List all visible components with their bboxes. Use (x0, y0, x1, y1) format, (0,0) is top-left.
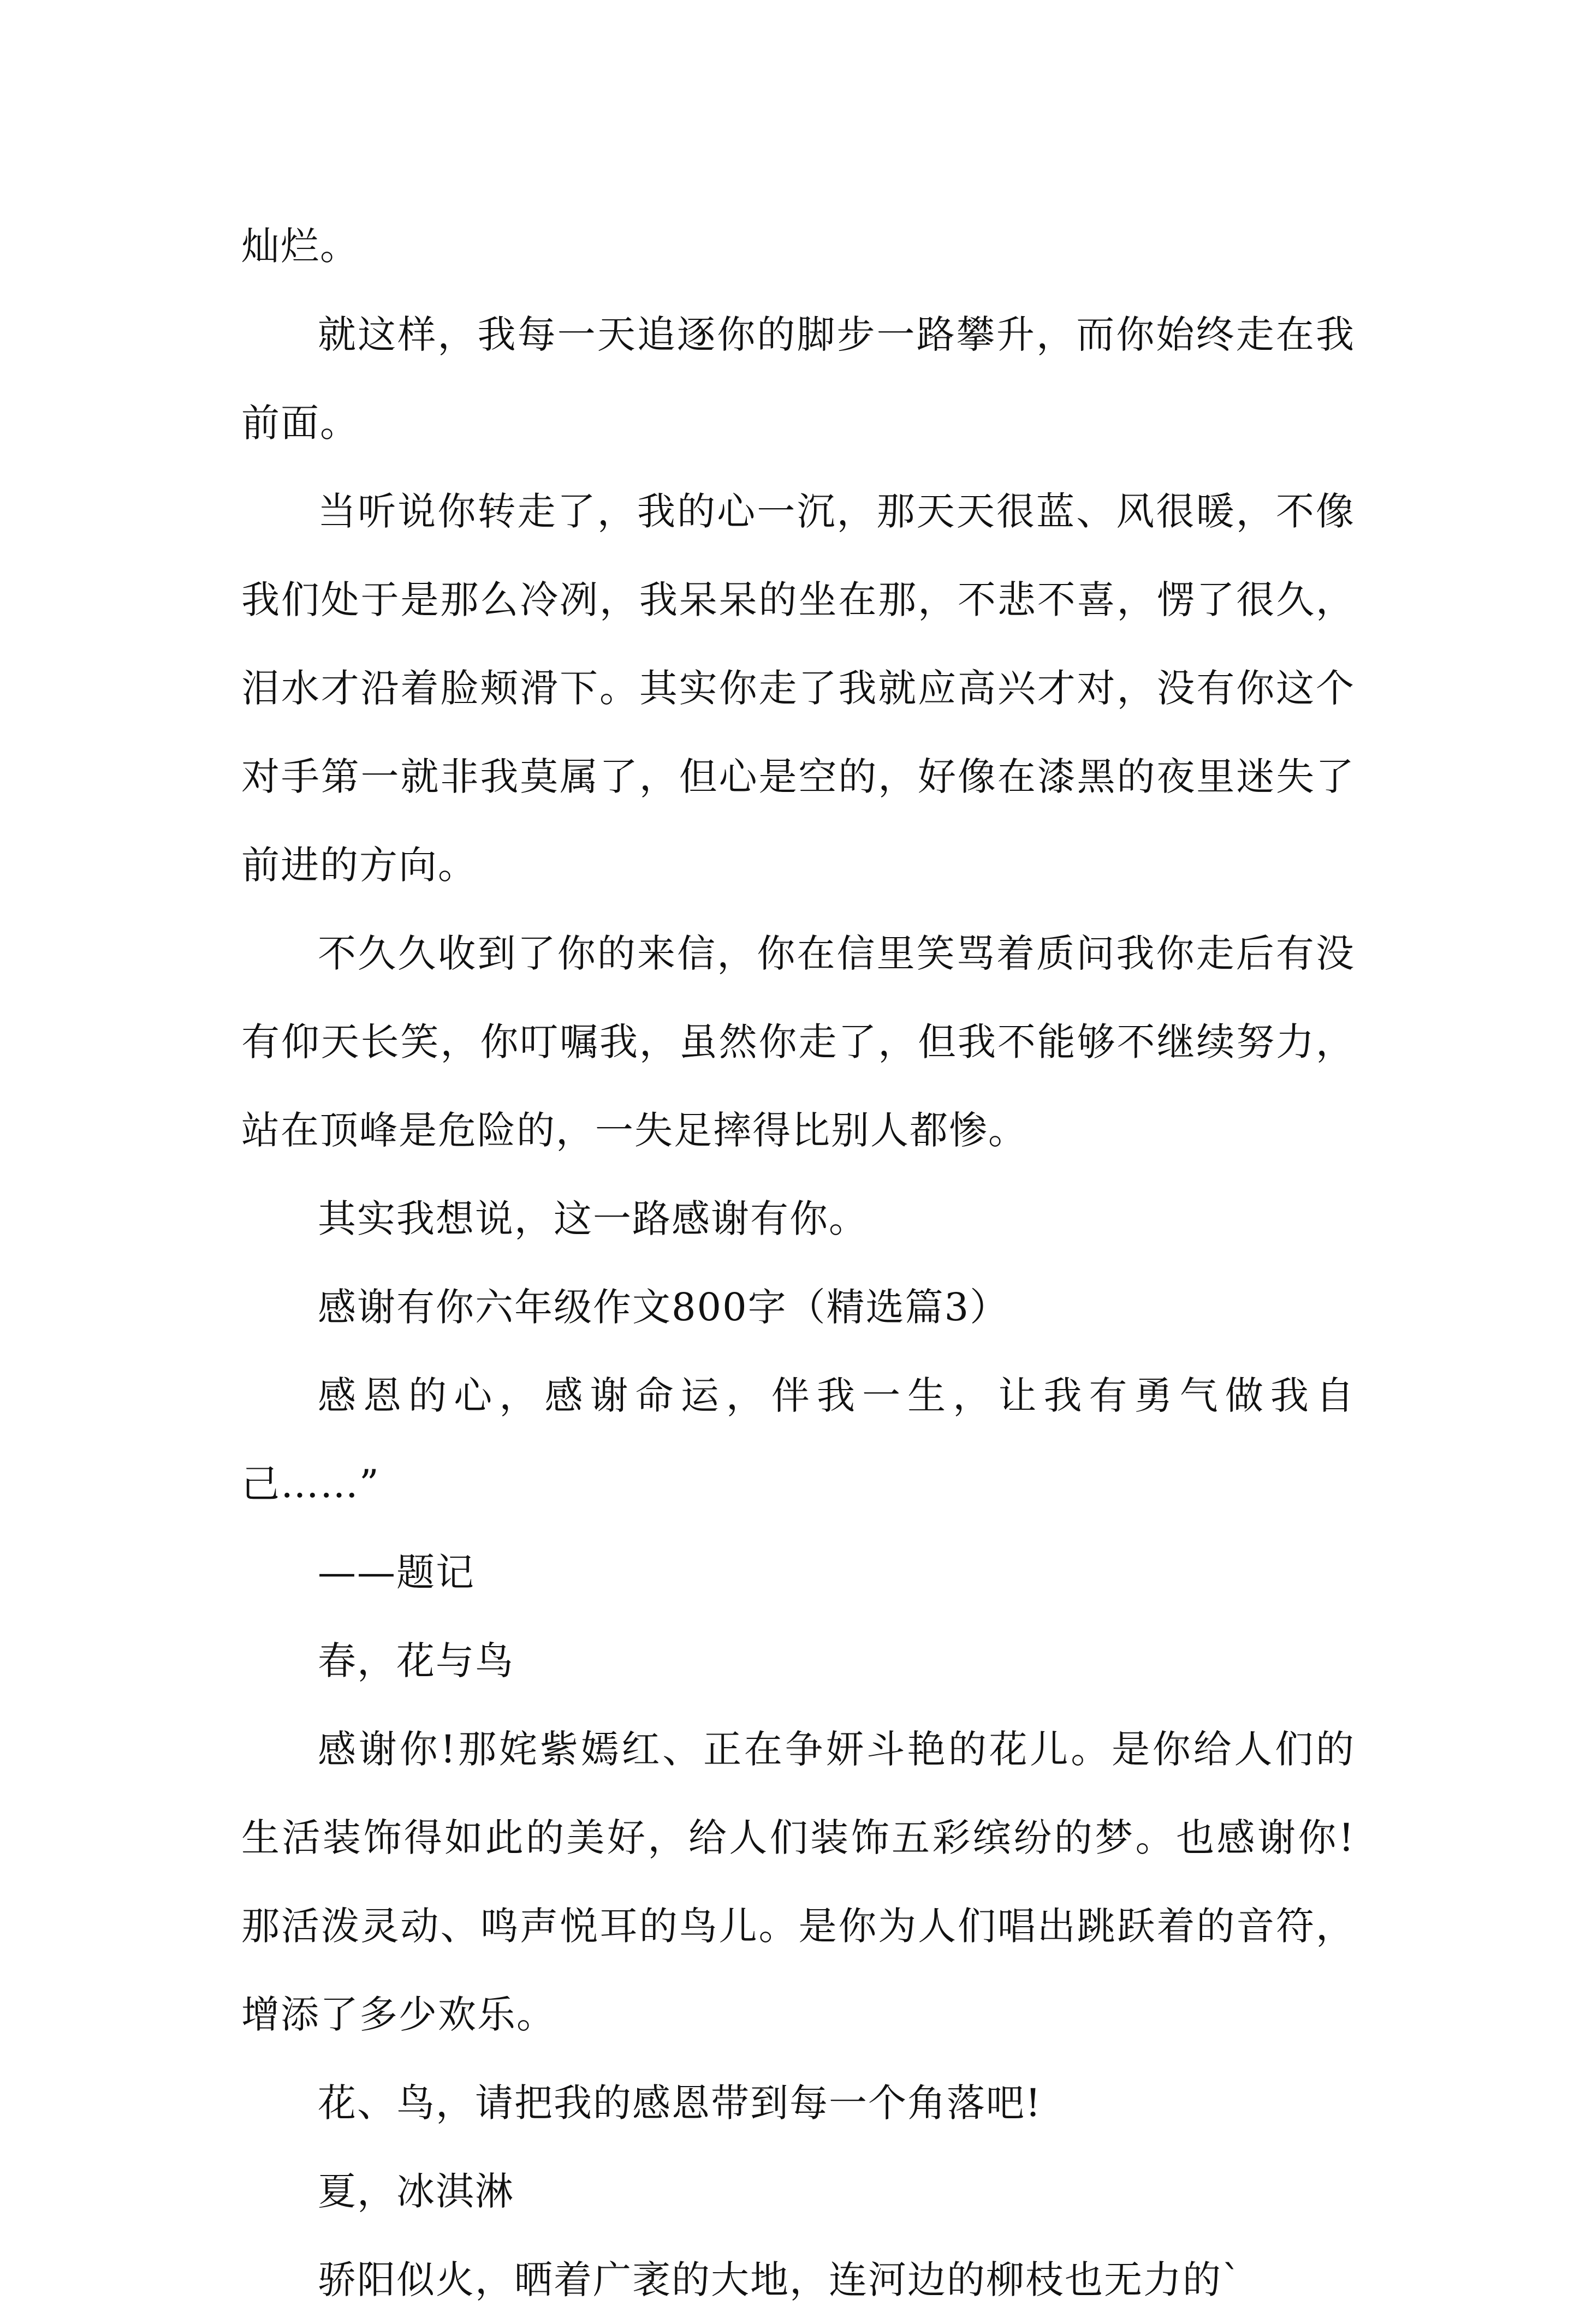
paragraph-7: 感恩的心，感谢命运，伴我一生，让我有勇气做我自己……” (241, 1373, 1355, 1506)
paragraph-1: 灿烂。 (241, 224, 359, 269)
paragraph-2: 就这样，我每一天追逐你的脚步一路攀升，而你始终走在我前面。 (241, 312, 1355, 445)
subheading-spring: 春，花与鸟 (318, 1638, 514, 1683)
paragraph-5: 其实我想说，这一路感谢有你。 (318, 1196, 868, 1241)
epigraph-attribution: ——题记 (318, 1550, 475, 1595)
section-heading: 感谢有你六年级作文800字（精选篇3） (318, 1285, 1009, 1330)
subheading-summer: 夏，冰淇淋 (318, 2169, 514, 2214)
paragraph-13: 骄阳似火，晒着广袤的大地，连河边的柳枝也无力的` (318, 2257, 1242, 2302)
paragraph-3: 当听说你转走了，我的心一沉，那天天很蓝、风很暖，不像我们处于是那么冷冽，我呆呆的坐在那，不悲不喜，愣了很久，泪水才沿着脸颊滑下。其实你走了我就应高兴才对，没有你这个对手第一就非我莫属了，但心是空的，好像在漆黑的夜里迷失了前进的方向。 (241, 489, 1355, 887)
paragraph-11: 花、鸟，请把我的感恩带到每一个角落吧! (318, 2081, 1042, 2125)
paragraph-10: 感谢你!那姹紫嫣红、正在争妍斗艳的花儿。是你给人们的生活装饰得如此的美好，给人们装饰五彩缤纷的梦。也感谢你!那活泼灵动、鸣声悦耳的鸟儿。是你为人们唱出跳跃着的音符，增添了多少欢乐。 (241, 1727, 1355, 2037)
document-body (241, 202, 1355, 2324)
paragraph-4: 不久久收到了你的来信，你在信里笑骂着质问我你走后有没有仰天长笑，你叮嘱我，虽然你走了，但我不能够不继续努力，站在顶峰是危险的，一失足摔得比别人都惨。 (241, 931, 1355, 1153)
